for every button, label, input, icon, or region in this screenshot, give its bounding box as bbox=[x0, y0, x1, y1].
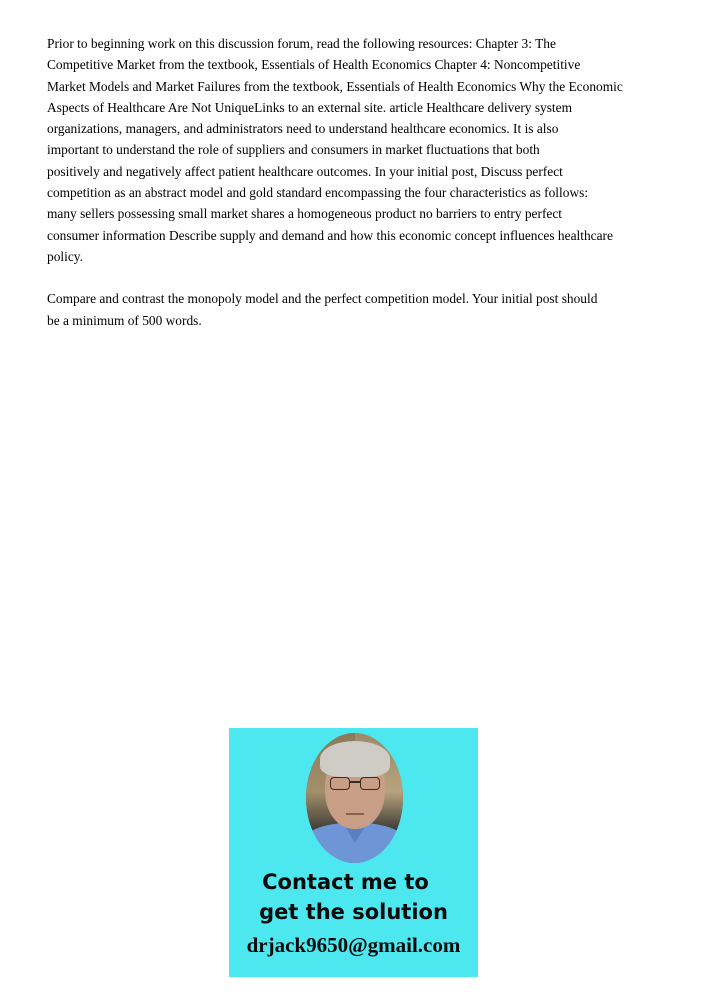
contact-banner bbox=[229, 728, 478, 977]
glasses-icon bbox=[330, 777, 380, 791]
text-line: competition as an abstract model and gold standard encompassing the four characteristics as follows: bbox=[47, 185, 589, 201]
text-line: Competitive Market from the textbook, Essentials of Health Economics Chapter 4: Noncompetitive bbox=[47, 57, 581, 73]
text-line: be a minimum of 500 words. bbox=[47, 312, 202, 328]
text-line: Prior to beginning work on this discussion forum, read the following resources: Chapter 3: The bbox=[47, 36, 556, 51]
text-line: Aspects of Healthcare Are Not UniqueLinks to an external site. article Healthcare delivery system bbox=[47, 99, 573, 115]
text-line: positively and negatively affect patient healthcare outcomes. In your initial post, Discuss perfect bbox=[47, 163, 563, 179]
portrait-photo bbox=[306, 733, 403, 863]
text-line: many sellers possessing small market shares a homogeneous product no barriers to entry perfect bbox=[47, 206, 563, 222]
paragraph-compare bbox=[47, 288, 677, 331]
text-line: organizations, managers, and administrators need to understand healthcare economics. It is also bbox=[47, 121, 559, 137]
banner-headline-line2: get the solution bbox=[259, 900, 448, 924]
text-line: Compare and contrast the monopoly model and the perfect competition model. Your initial post should bbox=[47, 291, 598, 307]
document-body bbox=[47, 33, 677, 331]
text-line: consumer information Describe supply and demand and how this economic concept influences healthcare bbox=[47, 227, 613, 243]
text-line: Market Models and Market Failures from the textbook, Essentials of Health Economics Why the Economic bbox=[47, 78, 623, 94]
text-line: important to understand the role of suppliers and consumers in market fluctuations that both bbox=[47, 142, 540, 158]
text-line: policy. bbox=[47, 248, 83, 264]
contact-email: drjack9650@gmail.com bbox=[246, 933, 461, 957]
banner-headline-line1: Contact me to bbox=[262, 870, 429, 894]
paragraph-instructions bbox=[47, 33, 677, 267]
photo-hair bbox=[320, 741, 390, 777]
photo-mouth bbox=[346, 813, 364, 815]
